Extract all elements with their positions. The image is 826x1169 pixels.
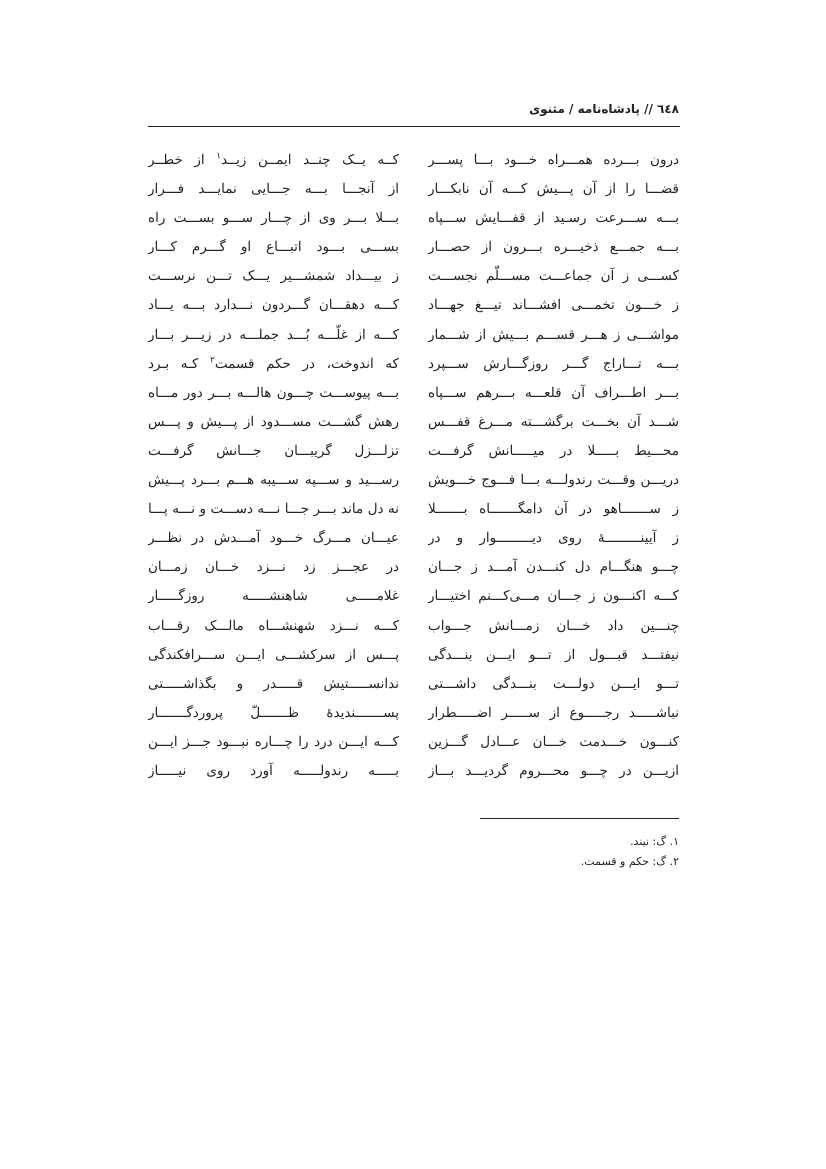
hemistich: ز بیـــداد شمشـــیر یـــک تـــن نرســـت: [148, 268, 399, 285]
hemistich: عیـــان مـــرگ خـــود آمـــدش در نظـــر: [148, 530, 399, 547]
footnote-mark: ٢: [210, 355, 215, 366]
hemistich: درون بـــرده همـــراه خـــود بـــا پســـر: [428, 152, 679, 168]
hemistich: نه دل ماند بـــر جـــا نـــه دســـت و نـــه پـــا: [148, 501, 399, 518]
footnote: ٢. گ: حکم و قسمت.: [580, 855, 679, 868]
hemistich: ز ســـــــاهو در آن دامگـــــــاه بـــــــلا: [428, 501, 679, 518]
hemistich: محـــیط بـــــلا در میـــــانش گرفـــت: [428, 442, 679, 459]
hemistich: چـــو هنگـــام دل کنـــدن آمـــد ز جـــان: [428, 559, 679, 576]
hemistich: دریـــن وقـــت رندولـــه بـــا فـــوج خـــویش: [428, 472, 679, 489]
hemistich: ز آیینـــــــــهٔ روی دیـــــــــوار و در: [428, 530, 679, 547]
hemistich: شـــد آن بخـــت برگشـــته مـــرغ قفـــس: [428, 413, 679, 430]
footnote-rule: [480, 818, 679, 819]
hemistich: بـــه تـــاراج گـــر روزگـــارش ســـپرد: [428, 355, 679, 372]
hemistich: بـــه پیوســـت چـــون هالـــه بـــر دور مـــاه: [148, 384, 399, 401]
hemistich: تزلـــزل گریبـــان جـــانش گرفـــت: [148, 442, 399, 459]
poem-right-column: [428, 146, 679, 786]
hemistich: پســـــــندیدهٔ ظـــــــلّ پروردگـــــــار: [148, 704, 399, 721]
hemistich: کـــه از غلّـــه بُـــد جملـــه در زیـــر بـــار: [148, 326, 399, 343]
hemistich-with-footnote: [148, 350, 399, 379]
hemistich: نباشـــــد رجـــــوع از ســـــر اضـــــطرار: [428, 704, 679, 721]
hemistich: پـــس از سرکشـــی ایـــن ســـرافکندگی: [148, 646, 399, 663]
hemistich: بـــــه رندولـــــه آورد روی نیـــــاز: [148, 762, 399, 779]
hemistich: بـــه جمـــع ذخیـــره بـــرون از حصـــار: [428, 239, 679, 256]
hemistich: ندانســـــتیش قـــــدر و بگذاشـــــتی: [148, 675, 399, 692]
hemistich: ازیـــن در چـــو محـــروم گردیـــد بـــاز: [428, 762, 679, 779]
hemistich: غلامـــــی شاهنشـــــه روزگـــــار: [148, 588, 399, 605]
hemistich: کســـی ز آن جماعـــت مســـلّم نجســـت: [428, 268, 679, 285]
hemistich: ز خـــون تخمـــی افشـــاند تیـــغ جهـــاد: [428, 297, 679, 314]
hemistich: بـــلا بـــر وی از چـــار ســـو بســـت راه: [148, 210, 399, 227]
hemistich: رهش گشـــت مســـدود از پـــیش و پـــس: [148, 413, 399, 430]
footnote-mark: ١: [216, 151, 222, 162]
hemistich: تـــو ایـــن دولـــت بنـــدگی داشـــتی: [428, 675, 679, 692]
header-rule: [148, 126, 680, 127]
hemistich: بـــر اطـــراف آن قلعـــه بـــرهم ســـپاه: [428, 384, 679, 401]
hemistich: چنـــین داد خـــان زمـــانش جـــواب: [428, 617, 679, 634]
hemistich: رســـید و ســـپه ســـیبه هـــم بـــرد پـــیش: [148, 472, 399, 489]
hemistich-part: کــه یــک چنــد ایمــن زیــد: [221, 152, 399, 168]
hemistich: مواشـــی ز هـــر قســـم بـــیش از شـــمار: [428, 326, 679, 343]
hemistich: نیفتـــد قبـــول از تـــو ایـــن بنـــدگی: [428, 646, 679, 663]
hemistich: در عجـــز زد نـــزد خـــان زمـــان: [148, 559, 399, 576]
hemistich: قضـــا را از آن پـــیش کـــه آن نابکـــار: [428, 181, 679, 198]
hemistich: کـــه ایـــن درد را چـــاره نبـــود جـــز ایـــن: [148, 733, 399, 750]
hemistich: کـــه دهقـــان گـــردون نـــدارد بـــه یـــاد: [148, 297, 399, 314]
hemistich: از آنجـــا بـــه جـــایی نمایـــد فـــرار: [148, 181, 399, 198]
footnote: ١. گ: نیند.: [630, 835, 679, 848]
poem-left-column: [148, 146, 399, 786]
hemistich: کنـــون خـــدمت خـــان عـــادل گـــزین: [428, 733, 679, 750]
running-header: ٦٤٨ // پادشاه‌نامه / مثنوی: [529, 102, 679, 116]
hemistich: بـــه ســـرعت رسـید از قفـــایش ســـپاه: [428, 210, 679, 227]
hemistich-part: از خطــر: [148, 152, 205, 168]
hemistich-with-footnote: [148, 146, 399, 175]
hemistich: کـــه اکنـــون ز جـــان مـــی‌کـــنم اختیـــار: [428, 588, 679, 605]
footnotes: [480, 832, 679, 872]
hemistich: کـــه نـــزد شهنشـــاه مالـــک رقـــاب: [148, 617, 399, 634]
hemistich-part: که اندوخت، در حکم قسمت: [214, 355, 399, 372]
hemistich: بســـی بـــود اتبـــاع او گـــرم کـــار: [148, 239, 399, 256]
hemistich-part: کـه بـرد: [148, 355, 199, 372]
